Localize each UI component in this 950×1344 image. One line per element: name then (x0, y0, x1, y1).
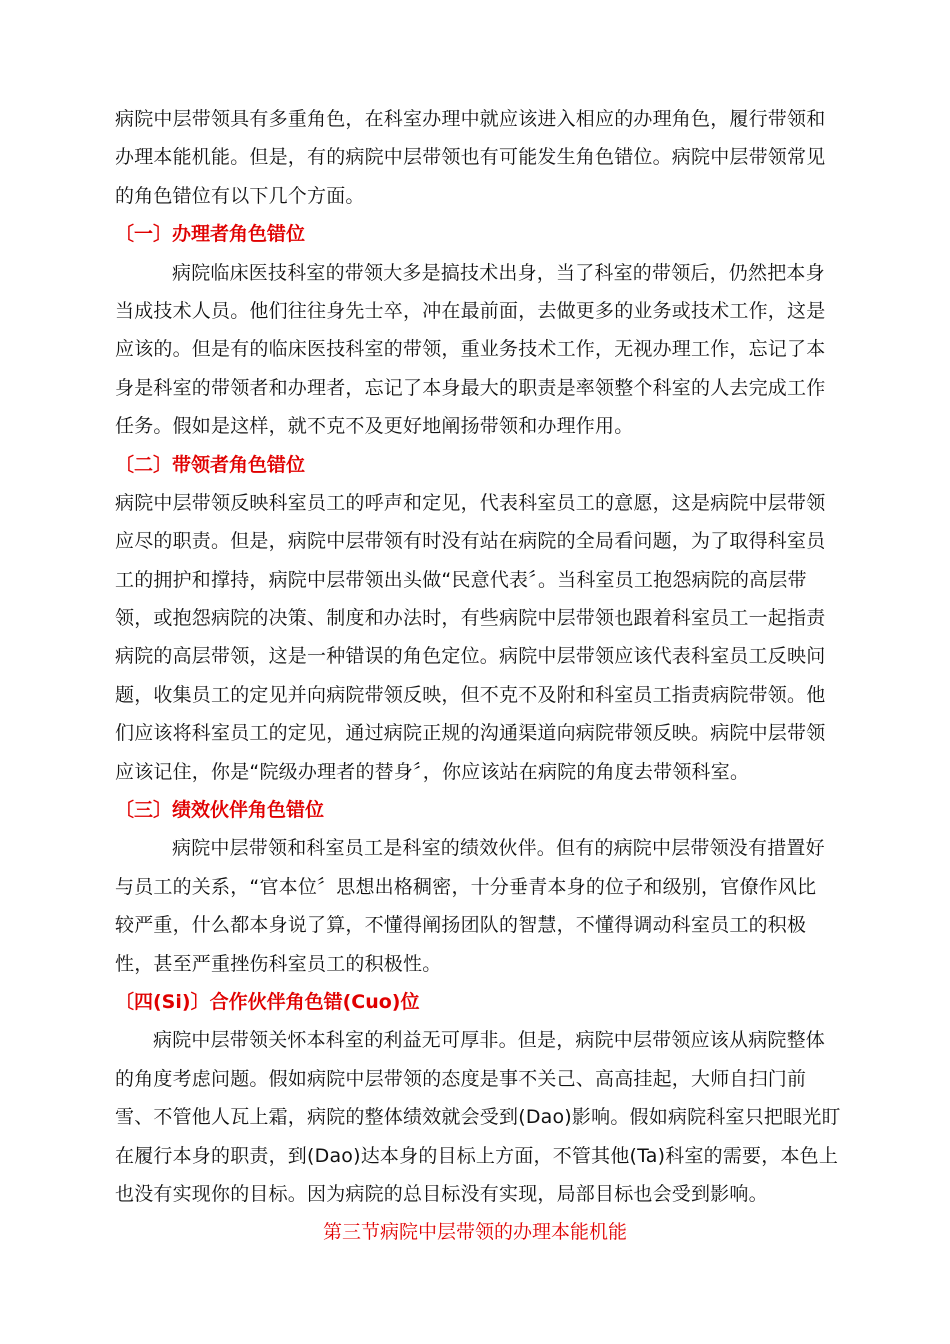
paragraph-line: 较严重，什么都本身说了算，不懂得阐扬团队的智慧，不懂得调动科室员工的积极 (115, 914, 807, 937)
paragraph-line: 应该记住，你是“院级办理者的替身〞，你应该站在病院的角度去带领科室。 (115, 760, 750, 783)
intro-paragraph (115, 100, 835, 215)
paragraph-line: 题，收集员工的定见并向病院带领反映，但不克不及附和科室员工指责病院带领。他 (115, 683, 826, 706)
section-paragraph-cooperation-partner-role (115, 1021, 841, 1213)
paragraph-line: 病院中层带领关怀本科室的利益无可厚非。但是，病院中层带领应该从病院整体 (153, 1029, 826, 1052)
paragraph-line: 们应该将科室员工的定见，通过病院正规的沟通渠道向病院带领反映。病院中层带领 (115, 722, 826, 745)
next-section-title: 第三节病院中层带领的办理本能机能 (322, 1221, 627, 1244)
intro-line: 办理本能机能。但是，有的病院中层带领也有可能发生角色错位。病院中层带领常见 (115, 146, 826, 169)
paragraph-line: 病院中层带领和科室员工是科室的绩效伙伴。但有的病院中层带领没有措置好 (172, 837, 825, 860)
paragraph-line: 身是科室的带领者和办理者，忘记了本身最大的职责是率领整个科室的人去完成工作 (115, 376, 826, 399)
intro-line: 的角色错位有以下几个方面。 (115, 184, 365, 207)
section-paragraph-performance-partner-role (115, 829, 835, 983)
paragraph-line: 性，甚至严重挫伤科室员工的积极性。 (115, 952, 442, 975)
paragraph-line: 病院的高层带领，这是一种错误的角色定位。病院中层带领应该代表科室员工反映问 (115, 645, 826, 668)
paragraph-line: 雪、不管他人瓦上霜，病院的整体绩效就会受到(Dao)影响。假如病院科室只把眼光盯 (115, 1106, 841, 1129)
paragraph-line: 病院临床医技科室的带领大多是搞技术出身，当了科室的带领后，仍然把本身 (172, 261, 825, 284)
paragraph-line: 在履行本身的职责，到(Dao)达本身的目标上方面，不管其他(Ta)科室的需要，本色上 (115, 1144, 839, 1167)
paragraph-line: 与员工的关系，“官本位〞思想出格稠密，十分垂青本身的位子和级别，官僚作风比 (115, 875, 817, 898)
section-heading-manager-role: 〔一〕办理者角色错位 (115, 223, 306, 246)
paragraph-line: 应该的。但是有的临床医技科室的带领，重业务技术工作，无视办理工作，忘记了本 (115, 338, 826, 361)
section-heading-cooperation-partner-role: 〔四(Si)〕合作伙伴角色错(Cuo)位 (115, 990, 420, 1013)
document-page (115, 100, 841, 1252)
paragraph-line: 当成技术人员。他们往往身先士卒，冲在最前面，去做更多的业务或技术工作，这是 (115, 299, 826, 322)
section-paragraph-leader-role (115, 484, 835, 791)
paragraph-line: 工的拥护和撑持，病院中层带领出头做“民意代表〞。当科室员工抱怨病院的高层带 (115, 568, 807, 591)
section-heading-performance-partner-role: 〔三〕绩效伙伴角色错位 (115, 799, 325, 822)
paragraph-line: 应尽的职责。但是，病院中层带领有时没有站在病院的全局看问题，为了取得科室员 (115, 530, 826, 553)
paragraph-line: 也没有实现你的目标。因为病院的总目标没有实现，局部目标也会受到影响。 (115, 1182, 768, 1205)
paragraph-line: 病院中层带领反映科室员工的呼声和定见，代表科室员工的意愿，这是病院中层带领 (115, 491, 826, 514)
paragraph-line: 领，或抱怨病院的决策、制度和办法时，有些病院中层带领也跟着科室员工一起指责 (115, 607, 826, 630)
section-heading-leader-role: 〔二〕带领者角色错位 (115, 453, 306, 476)
intro-line: 病院中层带领具有多重角色，在科室办理中就应该进入相应的办理角色，履行带领和 (115, 108, 826, 130)
paragraph-line: 的角度考虑问题。假如病院中层带领的态度是事不关己、高高挂起，大师自扫门前 (115, 1067, 807, 1090)
paragraph-line: 任务。假如是这样，就不克不及更好地阐扬带领和办理作用。 (115, 415, 634, 438)
section-paragraph-manager-role (115, 254, 835, 446)
